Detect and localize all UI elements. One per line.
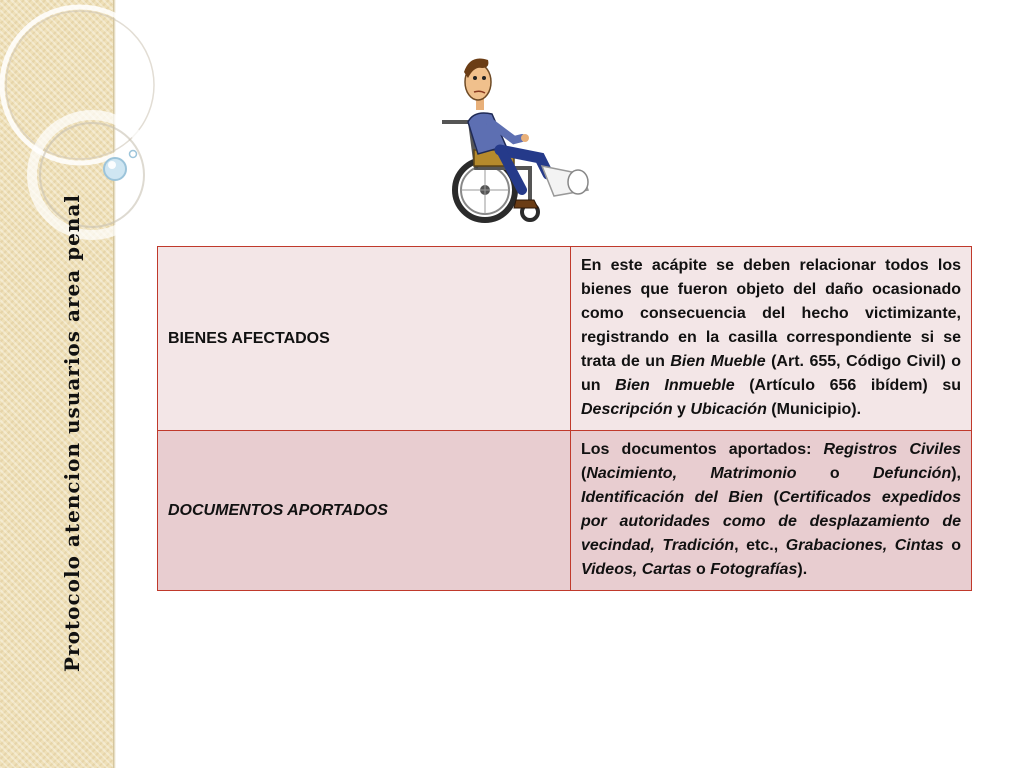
vertical-title: Protocolo atencion usuarios area penal bbox=[60, 194, 84, 672]
info-table bbox=[157, 246, 972, 591]
table-row-bienes bbox=[158, 247, 972, 431]
wheelchair-person-icon bbox=[430, 50, 600, 228]
label-documentos-aportados: DOCUMENTOS APORTADOS bbox=[158, 431, 571, 591]
description-bienes-afectados: En este acápite se deben relacionar todos los bienes que fueron objeto del daño ocasionado como consecuencia del hecho victimizante, registrando en la casilla correspondiente si se trata de un Bien Mueble (Art. 655, Código Civil) o un Bien Inmueble (Artículo 656 ibídem) su Descripción y Ubicación (Municipio). bbox=[571, 247, 972, 431]
label-bienes-afectados: BIENES AFECTADOS bbox=[158, 247, 571, 431]
description-documentos-aportados: Los documentos aportados: Registros Civiles (Nacimiento, Matrimonio o Defunción), Identificación del Bien (Certificados expedidos por autoridades como de desplazamiento de vecindad, Tradición, etc., Grabaciones, Cintas o Videos, Cartas o Fotografías). bbox=[571, 431, 972, 591]
table-row-documentos bbox=[158, 431, 972, 591]
decorative-rings bbox=[0, 0, 170, 260]
